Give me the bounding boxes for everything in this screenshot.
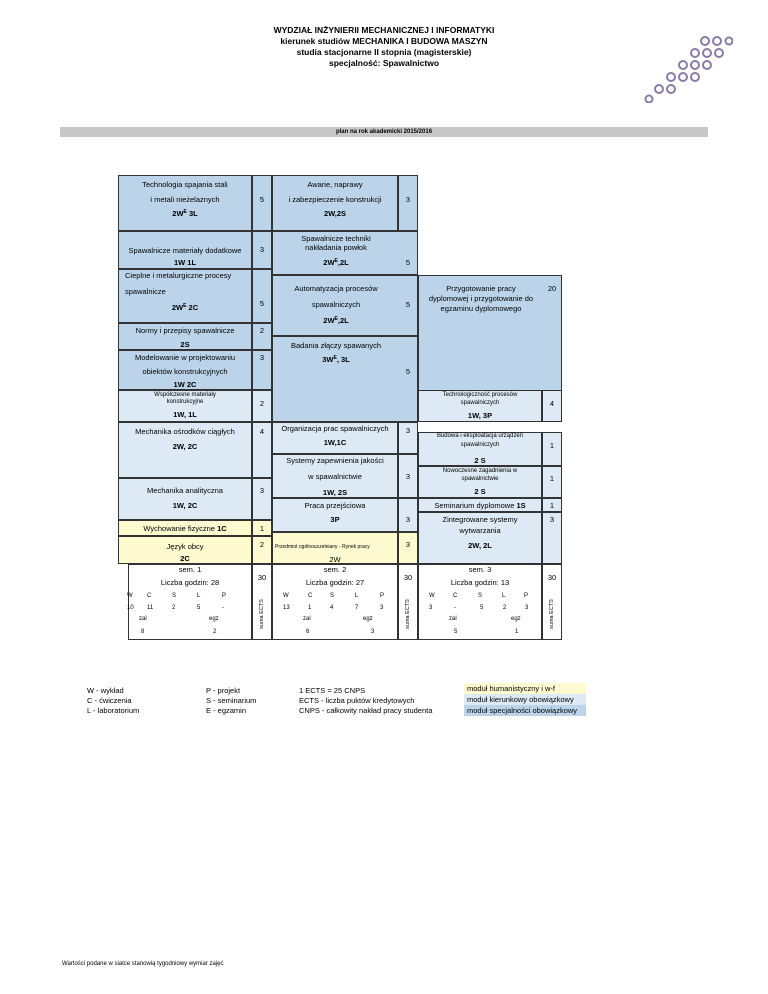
study-mode: studia stacjonarne II stopnia (magisterskie) (296, 47, 472, 57)
ects-cell: 4 (252, 422, 272, 478)
faculty-name: WYDZIAŁ INŻYNIERII MECHANICZNEJ I INFORMATYKI (273, 25, 495, 35)
course-cell: Współczesne materiały konstrukcyjne 1W, 1L (118, 390, 252, 422)
semester-summary: sem. 1 Liczba godzin: 28 W C S L P 10 11 2 5 - zal egz 8 2 (128, 564, 252, 640)
course-cell: Badania złączy spawanych $3W^E$, 3L 5 (272, 336, 418, 422)
ects-cell: 2 (252, 390, 272, 422)
course-cell: Praca przejściowa 3P (272, 498, 398, 532)
legend-ects-3: CNPS - całkowity nakład pracy studenta (299, 706, 433, 715)
course-cell: Wychowanie fizyczne 1C (118, 520, 252, 536)
course-cell: Mechanika analityczna 1W, 2C (118, 478, 252, 520)
ects-cell: 5 (252, 175, 272, 231)
course-cell: Normy i przepisy spawalnicze 2S (118, 323, 252, 350)
semester-ects: 30 suma ECTS (398, 564, 418, 640)
legend-abbrev-1: W - wykład (87, 686, 124, 695)
ects-cell: 5 (252, 269, 272, 323)
ects-cell: 1 (252, 520, 272, 536)
ects-cell: 3 (398, 454, 418, 498)
ects-value: 5 (405, 367, 411, 376)
course-cell: Przygotowanie pracy dyplomowej i przygotowanie do egzaminu dyplomowego 20 (418, 275, 562, 422)
course-cell: Spawalnicze techniki nakładania powłok $2W^E,2L$ 5 (272, 231, 418, 275)
course-cell: Język obcy 2C (118, 536, 252, 564)
ects-cell: 3 (252, 231, 272, 269)
specialization: specjalność: Spawalnictwo (328, 58, 440, 68)
ects-cell: 3 (252, 478, 272, 520)
course-cell: Zintegrowane systemy wytwarzania 2W, 2L (418, 512, 542, 564)
course-cell: Technologiczność procesów spawalniczych 1W, 3P (418, 390, 542, 422)
semester-ects: 30 suma ECTS (542, 564, 562, 640)
ects-cell: 2 (252, 323, 272, 350)
course-cell: Spawalnicze materiały dodatkowe 1W 1L (118, 231, 252, 269)
university-logo-icon (643, 33, 733, 103)
ects-cell: 3 (252, 350, 272, 390)
legend-module-humanities: moduł humanistyczny i w-f (464, 683, 586, 694)
course-cell: Cieplne i metalurgiczne procesy spawalnicze $2W^E$ 2C (118, 269, 252, 323)
ects-cell: 1 (542, 432, 562, 466)
legend-abbrev-2: C - ćwiczenia (87, 696, 132, 705)
legend-abbrev-5: S - seminarium (206, 696, 257, 705)
ects-cell: 4 (542, 390, 562, 422)
footnote: Wartości podane w siatce stanowią tygodniowy wymiar zajęć (62, 961, 224, 967)
course-cell: Mechanika ośrodków ciągłych 2W, 2C (118, 422, 252, 478)
course-cell: Systemy zapewnienia jakości w spawalnictwie 1W, 2S (272, 454, 398, 498)
ects-value: 20 (547, 284, 557, 293)
field-of-study: kierunek studiów MECHANIKA I BUDOWA MASZYN (280, 36, 488, 46)
ects-cell: 3 (398, 532, 418, 564)
course-cell: Technologia spajania stali i metali nieżelaznych $2W^E$ 3L (118, 175, 252, 231)
ects-cell: 3 (398, 498, 418, 532)
course-cell: Organizacja prac spawalniczych 1W,1C (272, 422, 398, 454)
ects-cell: 3 (398, 422, 418, 454)
legend-module-specialization: moduł specjalności obowiązkowy (464, 705, 586, 716)
legend-module-core: moduł kierunkowy obowiązkowy (464, 694, 586, 705)
legend-abbrev-4: P - projekt (206, 686, 241, 695)
course-cell: Przedmiot ogólnouczelniany - Rynek pracy 2W (272, 532, 398, 564)
legend-ects-1: 1 ECTS = 25 CNPS (299, 686, 366, 695)
ects-cell: 1 (542, 498, 562, 512)
legend-abbrev-6: E - egzamin (206, 706, 247, 715)
ects-cell: 1 (542, 466, 562, 498)
course-cell: Nowoczesne zagadnienia w spawalnictwie 2 S (418, 466, 542, 498)
semester-ects: 30 suma ECTS (252, 564, 272, 640)
course-cell: Modelowanie w projektowaniu obiektów konstrukcyjnych 1W 2C (118, 350, 252, 390)
legend-abbrev-3: L - laboratorium (87, 706, 140, 715)
ects-cell: 3 (398, 175, 418, 231)
ects-cell: 2 (252, 536, 272, 564)
legend-ects-2: ECTS - liczba puktów kredytowych (299, 696, 415, 705)
ects-cell: 3 (542, 512, 562, 564)
course-cell: Seminarium dyplomowe 1S (418, 498, 542, 512)
course-cell: Awarie, naprawy i zabezpieczenie konstrukcji 2W,2S (272, 175, 398, 231)
course-cell: Budowa i eksploatacja urządzeń spawalniczych 2 S (418, 432, 542, 466)
semester-summary: sem. 3 Liczba godzin: 13 W C S L P 3 - 5 2 3 zal egz 5 1 (418, 564, 542, 640)
plan-year-bar: plan na rok akademicki 2015/2016 (60, 127, 708, 137)
semester-summary: sem. 2 Liczba godzin: 27 W C S L P 13 1 4 7 3 zal egz 6 3 (272, 564, 398, 640)
course-cell: Automatyzacja procesów spawalniczych $2W^E,2L$ 5 (272, 275, 418, 336)
ects-value: 5 (405, 258, 411, 267)
ects-value: 5 (405, 300, 411, 309)
